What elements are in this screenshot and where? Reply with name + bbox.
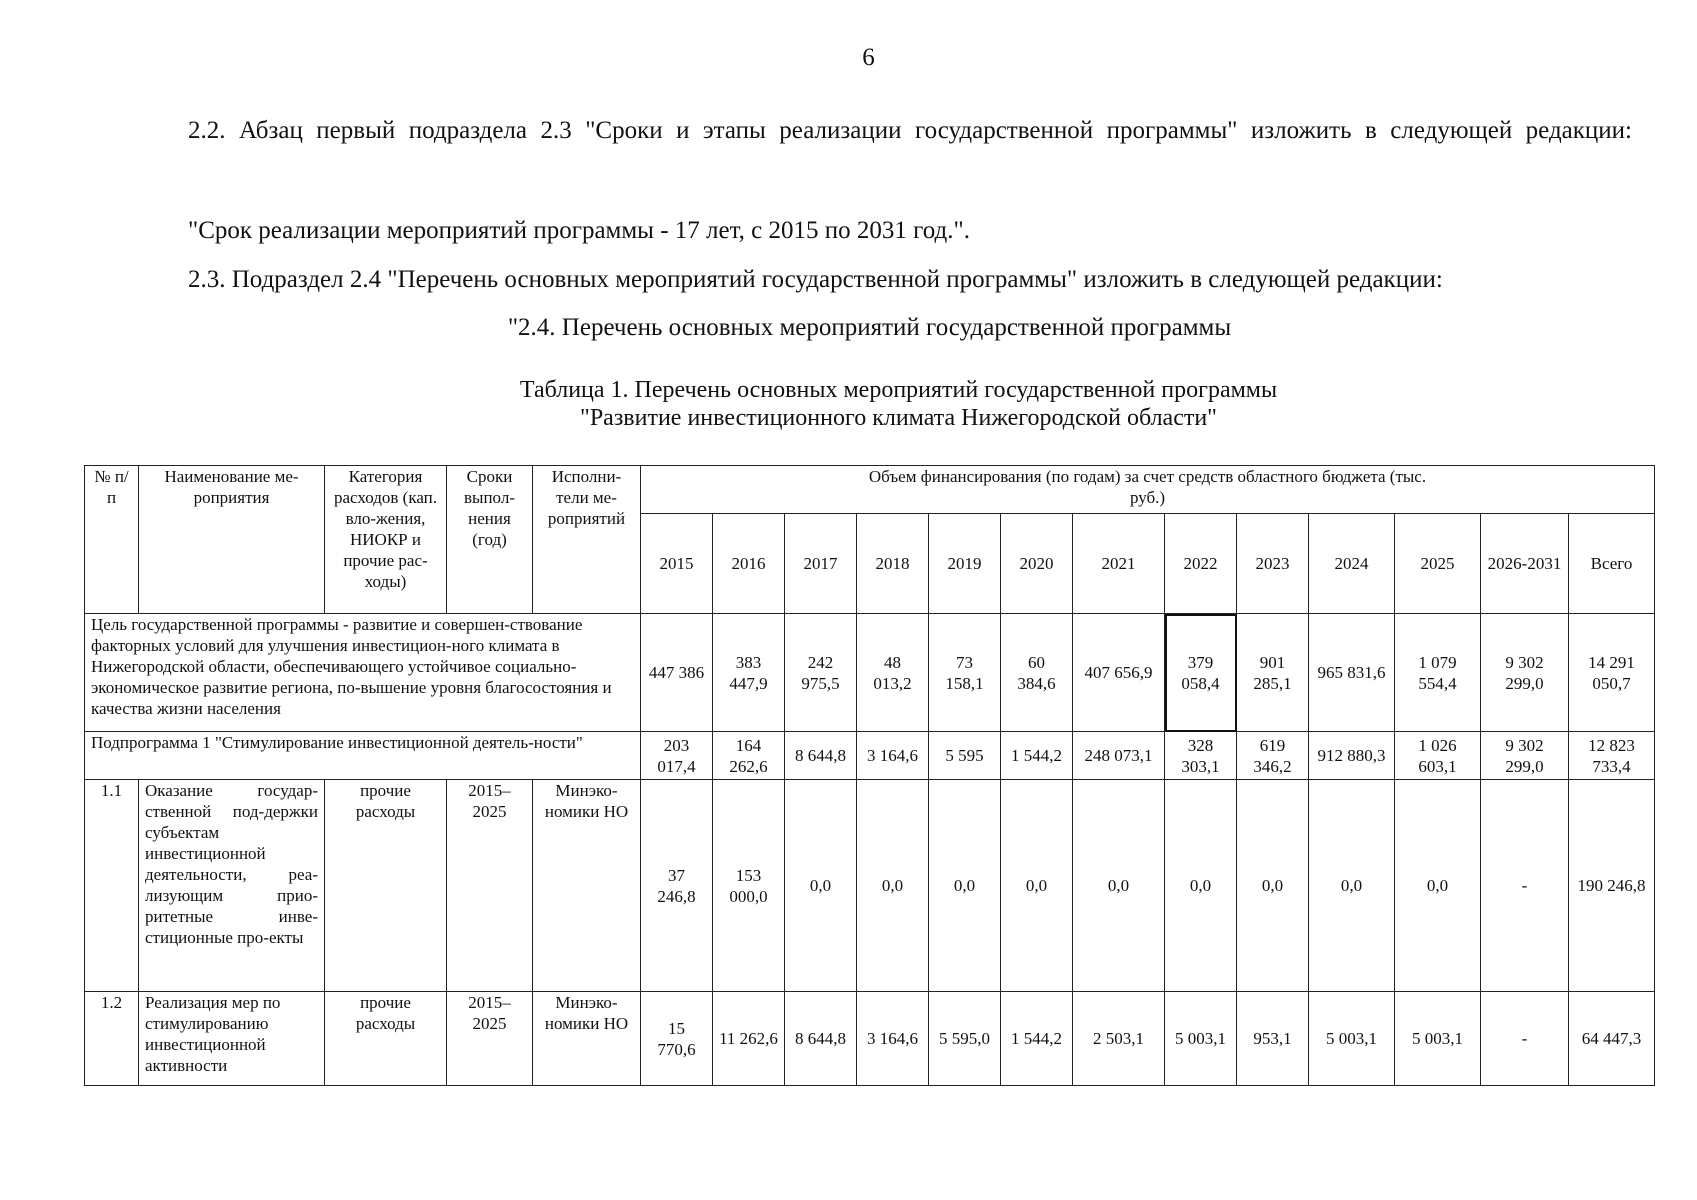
table-title-line-2: "Развитие инвестиционного климата Нижегородской области": [580, 405, 1217, 431]
header-year: 2020: [1001, 514, 1073, 614]
header-financing: [641, 466, 1655, 514]
subprogram-value: 1 544,2: [1001, 732, 1073, 780]
row-value: 5 003,1: [1309, 992, 1395, 1086]
row-value: 1 544,2: [1001, 992, 1073, 1086]
header-financing-text: Объем финансирования (по годам) за счет средств областного бюджета (тыс. руб.): [868, 467, 1427, 507]
row-term: 2015–2025: [447, 780, 533, 992]
row-name: Оказание государ-ственной под-держки субъектам инвестиционной деятельности, реа-лизующим прио-ритетные инве-стиционные про-екты: [139, 780, 325, 992]
subprogram-value: 8 644,8: [785, 732, 857, 780]
goal-text: Цель государственной программы - развитие и совершен-ствование факторных условий для улучшения инвестицион-ного климата в Нижегородской области, обеспечивающего устойчивое социально-экономическое развитие региона, по-вышение уровня благосостояния и качества жизни населения: [85, 614, 641, 732]
row-value: 953,1: [1237, 992, 1309, 1086]
row-value: 0,0: [929, 780, 1001, 992]
row-value: 0,0: [1165, 780, 1237, 992]
row-value: 5 003,1: [1165, 992, 1237, 1086]
goal-value: 901 285,1: [1237, 614, 1309, 732]
header-year: 2021: [1073, 514, 1165, 614]
header-year: 2017: [785, 514, 857, 614]
subprogram-value: 164 262,6: [713, 732, 785, 780]
goal-value: 447 386: [641, 614, 713, 732]
subprogram-value: 203 017,4: [641, 732, 713, 780]
subprogram-value: 9 302 299,0: [1481, 732, 1569, 780]
subprogram-value: 1 026 603,1: [1395, 732, 1481, 780]
header-name: Наименование ме-роприятия: [139, 466, 325, 614]
row-value: 11 262,6: [713, 992, 785, 1086]
header-year: 2019: [929, 514, 1001, 614]
subprogram-row: [85, 732, 1655, 780]
header-year: 2026-2031: [1481, 514, 1569, 614]
page-number: 6: [862, 44, 875, 71]
row-value: -: [1481, 992, 1569, 1086]
header-year-total: Всего: [1569, 514, 1655, 614]
row-value: 0,0: [1237, 780, 1309, 992]
row-value: 0,0: [1001, 780, 1073, 992]
table-title: [0, 376, 1697, 432]
subprogram-value: 328 303,1: [1165, 732, 1237, 780]
header-year: 2025: [1395, 514, 1481, 614]
subprogram-text: Подпрограмма 1 "Стимулирование инвестиционной деятель-ности": [85, 732, 641, 780]
header-year: 2024: [1309, 514, 1395, 614]
row-category: прочие расходы: [325, 780, 447, 992]
header-year: 2023: [1237, 514, 1309, 614]
goal-value: 965 831,6: [1309, 614, 1395, 732]
table-header-row-1: [85, 466, 1655, 514]
goal-value: 48 013,2: [857, 614, 929, 732]
row-term: 2015–2025: [447, 992, 533, 1086]
row-value: 5 003,1: [1395, 992, 1481, 1086]
row-num: 1.1: [85, 780, 139, 992]
goal-value: 407 656,9: [1073, 614, 1165, 732]
paragraph-2-2: 2.2. Абзац первый подраздела 2.3 "Сроки и этапы реализации государственной программы" изложить в следующей редакции:: [188, 117, 1632, 144]
goal-value: 60 384,6: [1001, 614, 1073, 732]
row-value-total: 64 447,3: [1569, 992, 1655, 1086]
row-category: прочие расходы: [325, 992, 447, 1086]
paragraph-2-3: 2.3. Подраздел 2.4 "Перечень основных мероприятий государственной программы" изложить в следующей редакции:: [188, 266, 1443, 293]
table-row: [85, 992, 1655, 1086]
goal-value: 379 058,4: [1165, 614, 1237, 732]
goal-value-total: 14 291 050,7: [1569, 614, 1655, 732]
row-name: Реализация мер по стимулированию инвестиционной активности: [139, 992, 325, 1086]
goal-value: 1 079 554,4: [1395, 614, 1481, 732]
goal-row: [85, 614, 1655, 732]
header-year: 2018: [857, 514, 929, 614]
header-year: 2016: [713, 514, 785, 614]
row-value: 3 164,6: [857, 992, 929, 1086]
row-executor: Минэко-номики НО: [533, 992, 641, 1086]
row-value: 2 503,1: [1073, 992, 1165, 1086]
header-category: Категория расходов (кап. вло-жения, НИОКР и прочие рас-ходы): [325, 466, 447, 614]
header-executors: Исполни-тели ме-роприятий: [533, 466, 641, 614]
section-heading-2-4: "2.4. Перечень основных мероприятий государственной программы: [507, 314, 1232, 341]
subprogram-value: 3 164,6: [857, 732, 929, 780]
goal-value: 242 975,5: [785, 614, 857, 732]
row-value: 5 595,0: [929, 992, 1001, 1086]
measures-table: [84, 465, 1655, 1086]
subprogram-value: 248 073,1: [1073, 732, 1165, 780]
subprogram-value: 619 346,2: [1237, 732, 1309, 780]
row-executor: Минэко-номики НО: [533, 780, 641, 992]
header-year: 2015: [641, 514, 713, 614]
row-value: 0,0: [1309, 780, 1395, 992]
row-value-total: 190 246,8: [1569, 780, 1655, 992]
subprogram-value-total: 12 823 733,4: [1569, 732, 1655, 780]
paragraph-term: "Срок реализации мероприятий программы - 17 лет, с 2015 по 2031 год.".: [188, 217, 970, 244]
header-term: Сроки выпол-нения (год): [447, 466, 533, 614]
row-value: 0,0: [1073, 780, 1165, 992]
row-value: 15 770,6: [641, 992, 713, 1086]
row-num: 1.2: [85, 992, 139, 1086]
row-value: 37 246,8: [641, 780, 713, 992]
row-value: 0,0: [785, 780, 857, 992]
row-value: 0,0: [1395, 780, 1481, 992]
row-value: 153 000,0: [713, 780, 785, 992]
subprogram-value: 5 595: [929, 732, 1001, 780]
header-num: № п/п: [85, 466, 139, 614]
row-value: 0,0: [857, 780, 929, 992]
row-value: -: [1481, 780, 1569, 992]
header-year: 2022: [1165, 514, 1237, 614]
goal-value: 73 158,1: [929, 614, 1001, 732]
row-value: 8 644,8: [785, 992, 857, 1086]
goal-value: 383 447,9: [713, 614, 785, 732]
table-row: [85, 780, 1655, 992]
table-title-line-1: Таблица 1. Перечень основных мероприятий государственной программы: [519, 377, 1278, 403]
goal-value: 9 302 299,0: [1481, 614, 1569, 732]
subprogram-value: 912 880,3: [1309, 732, 1395, 780]
